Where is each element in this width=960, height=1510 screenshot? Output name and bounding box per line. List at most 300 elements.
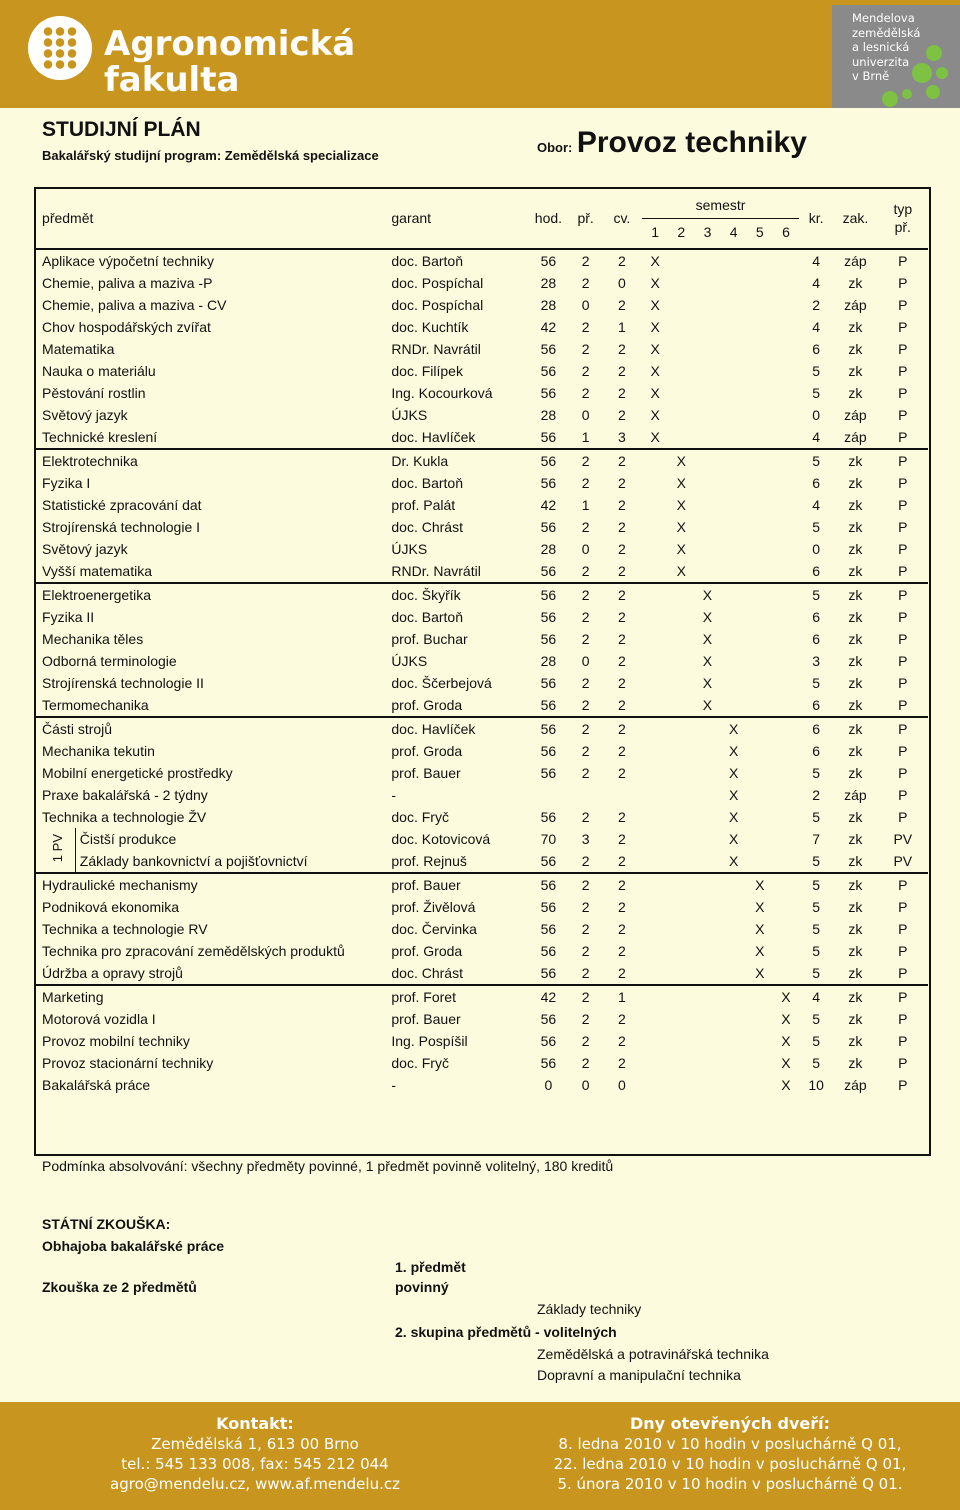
course-hod: 56	[540, 1033, 557, 1049]
semester-cell	[642, 873, 668, 896]
course-kr: 5	[812, 809, 821, 825]
course-hod: 56	[540, 385, 557, 401]
course-hod: 56	[540, 563, 557, 579]
course-hod: 56	[540, 1055, 557, 1071]
course-garant: prof. Groda	[391, 743, 463, 759]
course-hod: 56	[540, 697, 557, 713]
course-garant: prof. Palát	[391, 497, 456, 513]
semester-cell: X	[728, 831, 739, 847]
header-zak: zak.	[842, 210, 869, 226]
semester-cell	[747, 1074, 773, 1096]
course-zak: zk	[833, 449, 877, 472]
semester-cell: X	[676, 563, 686, 579]
semester-cell	[773, 426, 799, 449]
course-garant: Dr. Kukla	[391, 449, 527, 472]
semester-cell	[642, 784, 668, 806]
semester-cell	[642, 896, 668, 918]
course-pr: 2	[581, 319, 590, 335]
semester-cell: X	[650, 385, 660, 401]
semester-cell	[668, 940, 694, 962]
semester-cell	[721, 672, 747, 694]
semester-cell	[642, 717, 668, 740]
course-name: Chov hospodářských zvířat	[42, 319, 211, 335]
course-cv: 2	[618, 297, 626, 313]
semester-cell	[747, 606, 773, 628]
semester-cell	[747, 382, 773, 404]
course-cv: 2	[618, 1011, 626, 1027]
course-typ: P	[898, 563, 908, 579]
semester-cell	[668, 962, 694, 985]
course-kr: 5	[812, 1055, 821, 1071]
semester-cell	[668, 606, 694, 628]
course-garant: doc. Bartoň	[391, 609, 463, 625]
university-line: a lesnická	[852, 40, 910, 54]
course-typ: P	[898, 899, 908, 915]
contact-title: Kontakt:	[216, 1414, 294, 1433]
semester-cell	[642, 494, 668, 516]
semester-cell	[668, 1030, 694, 1052]
semester-cell: X	[781, 1055, 791, 1071]
header-cv: cv.	[613, 210, 631, 226]
course-zak: zk	[848, 853, 863, 869]
semester-cell	[642, 472, 668, 494]
course-typ: P	[898, 385, 908, 401]
semester-cell: X	[702, 653, 713, 669]
course-garant: RNDr. Navrátil	[391, 563, 481, 579]
semester-cell	[668, 828, 694, 850]
course-pr: 2	[581, 965, 590, 981]
semester-cell	[747, 762, 773, 784]
course-pr: 2	[570, 985, 602, 1008]
course-garant: prof. Groda	[391, 943, 463, 959]
course-kr: 6	[812, 631, 821, 647]
table-row	[35, 1074, 928, 1096]
course-garant: prof. Foret	[391, 985, 527, 1008]
course-hod: 56	[540, 743, 557, 759]
semester-cell	[642, 918, 668, 940]
course-typ: P	[898, 1077, 908, 1093]
course-garant: doc. Filípek	[391, 363, 463, 379]
course-zak: zk	[833, 985, 877, 1008]
header-typ-line: typ	[893, 201, 913, 217]
table-row	[35, 1030, 928, 1052]
course-garant: doc. Kuchtík	[391, 319, 469, 335]
semester-cell	[721, 272, 747, 294]
brand-line-1: Agronomická	[104, 24, 356, 64]
completion-condition: Podmínka absolvování: všechny předměty povinné, 1 předmět povinně volitelný, 180 kreditů	[42, 1158, 614, 1174]
course-zak: zk	[848, 475, 863, 491]
course-kr: 3	[812, 653, 821, 669]
semester-cell	[747, 717, 773, 740]
course-name: Elektroenergetika	[40, 583, 391, 606]
header-predmet: předmět	[42, 210, 94, 226]
semester-cell	[694, 850, 720, 873]
course-name: Strojírenská technologie II	[42, 675, 204, 691]
course-cv: 2	[618, 965, 626, 981]
course-garant: doc. Červinka	[391, 921, 477, 937]
course-zak: zk	[833, 583, 877, 606]
table-row	[35, 850, 928, 873]
course-typ: P	[898, 297, 908, 313]
course-name: Chemie, paliva a maziva -P	[42, 275, 213, 291]
semester-cell	[642, 1074, 668, 1096]
semester-cell	[773, 940, 799, 962]
course-typ: P	[878, 249, 928, 272]
course-pr: 1	[581, 429, 590, 445]
semester-cell	[747, 1030, 773, 1052]
header-pr: př.	[577, 210, 594, 226]
semester-cell: X	[694, 583, 720, 606]
semester-cell	[694, 338, 720, 360]
header-typ-line: př.	[894, 219, 911, 235]
course-pr: 2	[570, 249, 602, 272]
semester-cell	[642, 1008, 668, 1030]
course-cv: 2	[602, 249, 642, 272]
course-typ: P	[878, 985, 928, 1008]
semester-cell	[747, 1008, 773, 1030]
table-row	[35, 694, 928, 717]
course-pr: 2	[581, 363, 590, 379]
course-typ: P	[898, 787, 908, 803]
table-row	[35, 806, 928, 828]
course-cv: 2	[618, 631, 626, 647]
university-line: v Brně	[852, 69, 890, 83]
course-cv: 2	[618, 653, 626, 669]
course-typ: P	[898, 363, 908, 379]
course-cv: 2	[618, 1033, 626, 1049]
course-typ: P	[878, 449, 928, 472]
semester-cell	[773, 382, 799, 404]
semester-cell	[694, 382, 720, 404]
semester-cell	[747, 449, 773, 472]
course-kr: 5	[812, 385, 821, 401]
subject1-name: Základy techniky	[537, 1301, 642, 1317]
course-garant: doc. Škyřík	[391, 583, 527, 606]
course-zak: zk	[848, 921, 863, 937]
header-kr: kr.	[808, 210, 824, 226]
semester-cell	[773, 784, 799, 806]
course-kr: 7	[812, 831, 821, 847]
course-cv: 2	[618, 475, 626, 491]
table-row	[35, 628, 928, 650]
course-hod: 56	[540, 765, 557, 781]
semester-cell	[773, 494, 799, 516]
course-hod: 56	[540, 921, 557, 937]
course-zak: zk	[848, 831, 863, 847]
course-kr: 6	[812, 475, 821, 491]
course-cv: 2	[618, 943, 626, 959]
contact-block	[80, 1414, 430, 1494]
course-typ: P	[898, 675, 908, 691]
subject1-label: 1. předmět	[395, 1259, 466, 1275]
course-pr: 2	[581, 921, 590, 937]
course-typ: P	[898, 319, 908, 335]
semester-cell	[747, 806, 773, 828]
course-kr: 2	[812, 787, 821, 803]
semester-cell	[747, 249, 773, 272]
green-dot-icon	[882, 91, 898, 107]
semester-cell	[721, 249, 747, 272]
course-hod: 56	[540, 675, 557, 691]
course-pr: 2	[581, 899, 590, 915]
semester-cell	[642, 1052, 668, 1074]
semester-cell	[721, 494, 747, 516]
course-garant: doc. Havlíček	[391, 717, 527, 740]
course-typ: P	[898, 407, 908, 423]
course-pr: 2	[570, 717, 602, 740]
course-pr: 2	[581, 385, 590, 401]
semester-cell	[694, 896, 720, 918]
course-garant: doc. Ščerbejová	[391, 675, 492, 691]
semester-cell	[668, 873, 694, 896]
semester-cell	[694, 294, 720, 316]
semester-cell	[642, 516, 668, 538]
course-kr: 5	[812, 765, 821, 781]
course-typ: P	[878, 583, 928, 606]
course-kr: 4	[812, 319, 821, 335]
course-kr: 5	[799, 873, 833, 896]
table-row	[35, 1052, 928, 1074]
table-row	[35, 516, 928, 538]
course-name: Chemie, paliva a maziva - CV	[42, 297, 227, 313]
course-cv: 2	[618, 385, 626, 401]
course-name: Fyzika II	[42, 609, 95, 625]
semester-number: 2	[677, 223, 686, 240]
table-row	[35, 672, 928, 694]
course-zak: zk	[848, 697, 863, 713]
course-garant: prof. Bauer	[391, 873, 527, 896]
course-typ: P	[898, 275, 908, 291]
field-value: Provoz techniky	[576, 126, 807, 159]
semester-cell	[694, 472, 720, 494]
header-garant: garant	[391, 210, 432, 226]
semester-cell	[721, 382, 747, 404]
green-dot-icon	[936, 67, 948, 79]
semester-cell: X	[702, 609, 713, 625]
green-dot-icon	[926, 85, 940, 99]
semester-cell	[668, 1008, 694, 1030]
course-hod: 56	[540, 853, 557, 869]
course-hod: 56	[540, 475, 557, 491]
semester-cell	[668, 249, 694, 272]
course-kr: 5	[812, 675, 821, 691]
course-name: Strojírenská technologie I	[42, 519, 201, 535]
program-name: Bakalářský studijní program: Zemědělská specializace	[42, 148, 379, 163]
course-typ: P	[898, 429, 908, 445]
course-kr: 5	[812, 363, 821, 379]
semester-cell: X	[702, 697, 713, 713]
university-line: univerzita	[852, 54, 910, 69]
header-typ	[878, 188, 928, 249]
course-typ: P	[898, 1055, 908, 1071]
course-pr: 2	[581, 563, 590, 579]
semester-cell	[721, 873, 747, 896]
row-spacer	[35, 850, 40, 873]
semester-cell	[694, 426, 720, 449]
course-cv: 2	[618, 1055, 626, 1071]
semester-cell	[721, 316, 747, 338]
course-cv: 2	[618, 519, 626, 535]
semester-cell	[694, 560, 720, 583]
semester-cell: X	[755, 965, 765, 981]
semester-cell	[642, 583, 668, 606]
course-pr: 2	[581, 853, 590, 869]
course-cv: 2	[618, 541, 626, 557]
course-pr: 2	[581, 943, 590, 959]
semester-cell	[773, 516, 799, 538]
semester-cell	[721, 650, 747, 672]
semester-cell: X	[747, 873, 773, 896]
course-zak: záp	[844, 297, 867, 313]
semester-cell	[668, 583, 694, 606]
course-name: Světový jazyk	[42, 541, 128, 557]
course-pr: 2	[581, 475, 590, 491]
course-hod: 56	[540, 519, 557, 535]
course-kr: 6	[812, 609, 821, 625]
course-cv: 2	[618, 899, 626, 915]
semester-cell	[642, 962, 668, 985]
table-row	[35, 962, 928, 985]
course-garant: RNDr. Navrátil	[391, 341, 481, 357]
semester-cell: X	[676, 519, 686, 535]
semester-cell	[747, 850, 773, 873]
green-dot-icon	[912, 63, 932, 83]
table-row	[35, 316, 928, 338]
semester-cell	[773, 606, 799, 628]
semester-cell	[773, 806, 799, 828]
semester-cell	[694, 404, 720, 426]
semester-cell	[694, 494, 720, 516]
field-label: Obor:	[537, 140, 573, 155]
semester-cell	[773, 762, 799, 784]
semester-cell	[694, 918, 720, 940]
course-zak: záp	[844, 407, 867, 423]
course-typ: P	[898, 765, 908, 781]
course-cv: 2	[602, 583, 642, 606]
semester-cell: X	[728, 765, 739, 781]
course-name: Provoz mobilní techniky	[42, 1033, 190, 1049]
semester-cell	[642, 449, 668, 472]
course-name: Údržba a opravy strojů	[42, 965, 183, 981]
course-garant: Ing. Kocourková	[391, 385, 493, 401]
course-typ: P	[898, 541, 908, 557]
course-hod: 56	[540, 809, 557, 825]
course-pr: 2	[581, 1011, 590, 1027]
semester-cell	[668, 1074, 694, 1096]
course-cv: 2	[618, 407, 626, 423]
course-kr: 5	[799, 449, 833, 472]
course-garant: ÚJKS	[391, 541, 428, 557]
course-kr: 6	[799, 717, 833, 740]
course-zak: zk	[848, 675, 863, 691]
semester-cell	[773, 294, 799, 316]
semester-cell	[694, 316, 720, 338]
course-garant: ÚJKS	[391, 407, 428, 423]
course-pr: 2	[581, 609, 590, 625]
course-typ: P	[898, 653, 908, 669]
semester-cell	[694, 784, 720, 806]
semester-cell	[773, 560, 799, 583]
semester-numbers	[642, 218, 799, 245]
course-hod: 42	[527, 985, 569, 1008]
semester-cell	[773, 272, 799, 294]
semester-cell	[773, 538, 799, 560]
semester-cell	[747, 338, 773, 360]
semester-cell	[721, 560, 747, 583]
course-kr: 5	[812, 965, 821, 981]
semester-cell	[721, 404, 747, 426]
semester-cell	[747, 426, 773, 449]
table-row	[35, 494, 928, 516]
open-days-block	[530, 1414, 930, 1494]
course-kr: 6	[812, 563, 821, 579]
course-cv: 0	[618, 275, 626, 291]
course-cv: 2	[618, 809, 626, 825]
semester-cell	[773, 449, 799, 472]
semester-cell	[721, 962, 747, 985]
course-zak: zk	[848, 765, 863, 781]
course-pr: 2	[581, 697, 590, 713]
course-typ: P	[898, 519, 908, 535]
semester-cell	[668, 850, 694, 873]
table-row	[35, 249, 928, 272]
course-hod: 56	[527, 449, 569, 472]
semester-cell	[773, 850, 799, 873]
semester-cell	[642, 828, 668, 850]
course-garant: doc. Fryč	[391, 809, 449, 825]
semester-cell	[773, 740, 799, 762]
course-name: Mechanika tekutin	[42, 743, 155, 759]
semester-cell	[668, 740, 694, 762]
semester-cell	[721, 1030, 747, 1052]
semester-cell	[694, 940, 720, 962]
course-garant: prof. Bauer	[391, 1011, 461, 1027]
university-line: zemědělská	[852, 25, 921, 40]
semester-cell	[747, 294, 773, 316]
semester-cell	[642, 694, 668, 717]
course-hod: 56	[527, 717, 569, 740]
semester-cell	[721, 1008, 747, 1030]
pv-group-label	[40, 828, 75, 873]
course-typ: P	[898, 497, 908, 513]
header-hod: hod.	[534, 210, 563, 226]
semester-cell	[668, 806, 694, 828]
course-cv: 2	[618, 609, 626, 625]
pv-group-text: 1 PV	[49, 834, 65, 863]
course-garant: -	[391, 787, 397, 803]
course-name: Mechanika těles	[42, 631, 144, 647]
table-row	[35, 294, 928, 316]
course-typ: P	[878, 873, 928, 896]
semester-number: 5	[755, 223, 764, 240]
semester-cell: X	[755, 899, 765, 915]
course-typ: P	[898, 809, 908, 825]
semester-cell	[668, 382, 694, 404]
semester-cell: X	[650, 275, 660, 291]
semester-cell: X	[728, 809, 739, 825]
course-garant: doc. Bartoň	[391, 475, 463, 491]
course-typ: P	[898, 475, 908, 491]
semester-cell	[747, 516, 773, 538]
state-exam-title: STÁTNÍ ZKOUŠKA:	[42, 1216, 171, 1232]
semester-cell	[747, 650, 773, 672]
course-name: Motorová vozidla I	[42, 1011, 156, 1027]
course-garant: doc. Pospíchal	[391, 275, 484, 291]
semester-cell	[694, 806, 720, 828]
semester-cell	[721, 583, 747, 606]
course-hod: 56	[540, 965, 557, 981]
contact-line: tel.: 545 133 008, fax: 545 212 044	[121, 1455, 389, 1473]
